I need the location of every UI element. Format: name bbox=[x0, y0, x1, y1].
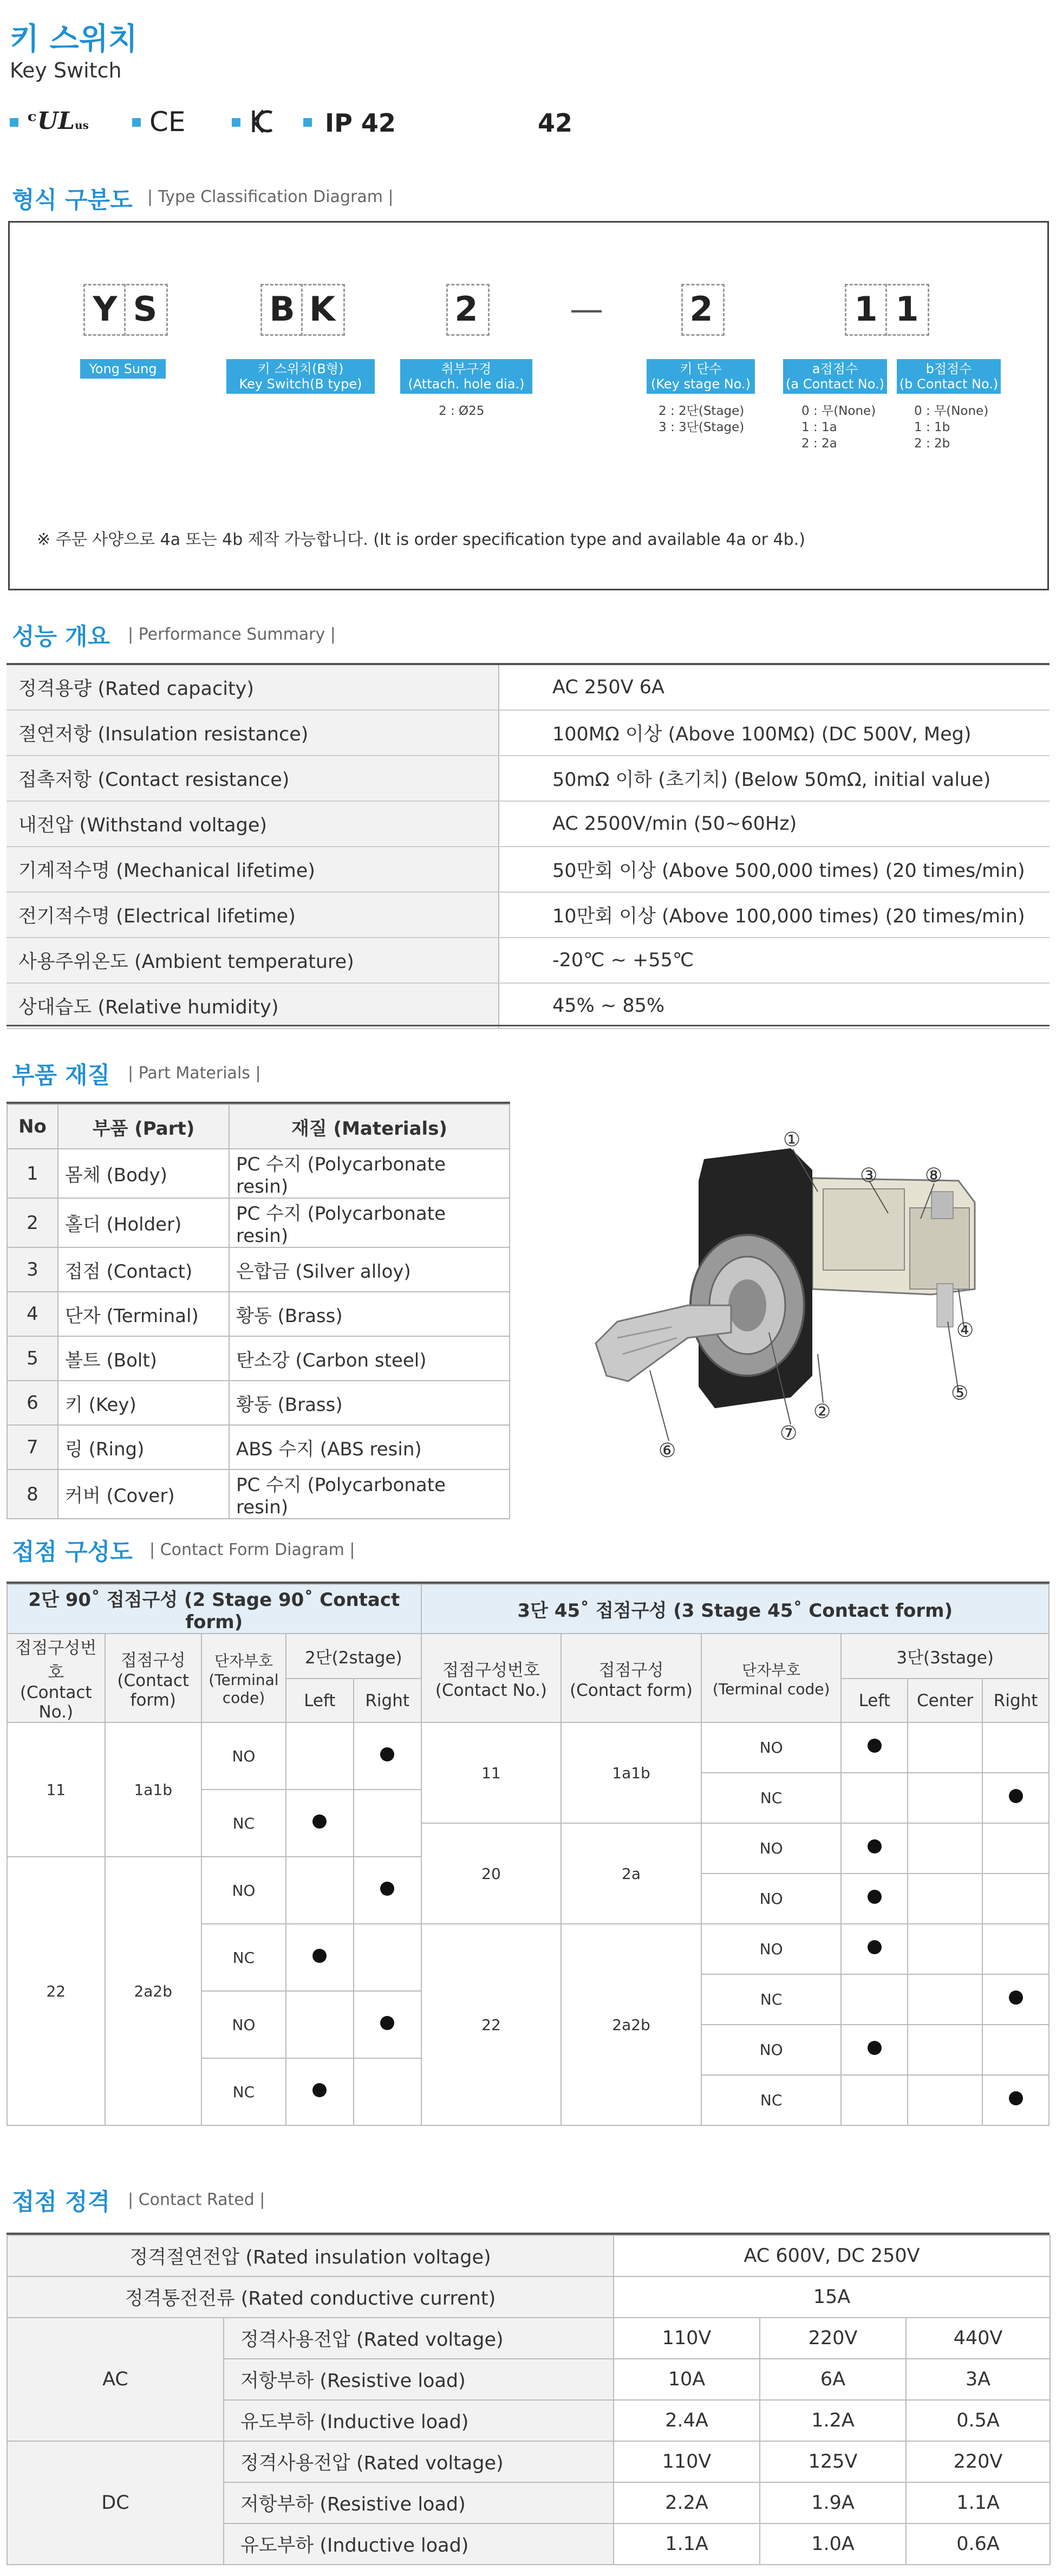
rated-value: 1.9A bbox=[760, 2482, 906, 2523]
callout-4: ④ bbox=[956, 1319, 974, 1342]
performance-subtitle: | Performance Summary | bbox=[128, 625, 336, 644]
callout-5: ⑤ bbox=[951, 1382, 969, 1404]
contact-form-value: 2a2b bbox=[105, 1857, 201, 2125]
rated-value: 6A bbox=[760, 2359, 906, 2400]
col-material: 재질 (Materials) bbox=[229, 1104, 510, 1149]
performance-row bbox=[6, 710, 1050, 756]
rated-row bbox=[7, 2318, 1050, 2359]
bullet-icon bbox=[303, 118, 312, 127]
material-row bbox=[7, 1149, 510, 1198]
contact-cell bbox=[908, 2075, 982, 2125]
col-left: Left bbox=[841, 1679, 908, 1722]
contact-cell bbox=[354, 2058, 421, 2125]
contact-dot-icon bbox=[1009, 2091, 1023, 2105]
callout-3: ③ bbox=[860, 1165, 878, 1187]
terminal-code: NO bbox=[701, 2025, 842, 2075]
type-class-subtitle: | Type Classification Diagram | bbox=[147, 187, 394, 206]
callout-2: ② bbox=[813, 1401, 831, 1423]
contact-dot-icon bbox=[1009, 1990, 1023, 2005]
material-value: PC 수지 (Polycarbonate resin) bbox=[229, 1469, 510, 1519]
rated-value: 2.2A bbox=[614, 2482, 760, 2523]
col-no: No bbox=[7, 1104, 58, 1149]
contact-cell bbox=[841, 1722, 908, 1773]
bullet-icon bbox=[132, 118, 141, 127]
label-yong-sung: Yong Sung bbox=[80, 359, 166, 379]
performance-key: 접촉저항 (Contact resistance) bbox=[6, 756, 499, 801]
rated-item: 정격사용전압 (Rated voltage) bbox=[224, 2318, 614, 2359]
material-part: 단자 (Terminal) bbox=[58, 1292, 229, 1336]
label-key-stage: 키 단수 (Key stage No.) bbox=[647, 359, 755, 394]
terminal-code: NO bbox=[701, 1874, 842, 1924]
conductive-current-label: 정격통전전류 (Rated conductive current) bbox=[7, 2276, 614, 2318]
performance-value: 10만회 이상 (Above 100,000 times) (20 times/min) bbox=[499, 892, 1050, 938]
material-value: PC 수지 (Polycarbonate resin) bbox=[229, 1149, 510, 1198]
rated-value: 1.1A bbox=[906, 2482, 1050, 2523]
performance-value: 100MΩ 이상 (Above 100MΩ) (DC 500V, Meg) bbox=[499, 710, 1050, 756]
rated-value: 0.6A bbox=[906, 2523, 1050, 2565]
label-b-contact: b접점수 (b Contact No.) bbox=[897, 359, 1001, 394]
rated-value: 2.4A bbox=[614, 2400, 760, 2441]
contact-cell bbox=[286, 1991, 354, 2058]
code-letter: 1 bbox=[895, 289, 919, 329]
contact-cell bbox=[286, 1924, 354, 1991]
contact-cell bbox=[982, 2075, 1049, 2125]
contact-cell bbox=[908, 2025, 982, 2075]
contact-rated-table bbox=[6, 2235, 1051, 2565]
performance-key: 정격용량 (Rated capacity) bbox=[6, 665, 499, 710]
material-part: 몸체 (Body) bbox=[58, 1149, 229, 1198]
code-letter: 2 bbox=[689, 289, 713, 329]
type-class-footnote: ※ 주문 사양으로 4a 또는 4b 제작 가능합니다. (It is order specification type and available 4a or 4b.) bbox=[37, 530, 805, 549]
contact-no: 11 bbox=[7, 1722, 105, 1857]
contact-form-subtitle: | Contact Form Diagram | bbox=[149, 1540, 355, 1559]
contact-dot-icon bbox=[868, 1940, 882, 1954]
page-subtitle: Key Switch bbox=[10, 58, 122, 82]
code-box bbox=[83, 284, 168, 336]
col-left: Left bbox=[286, 1679, 354, 1722]
contact-no: 20 bbox=[421, 1823, 562, 1924]
material-no: 2 bbox=[7, 1198, 58, 1247]
terminal-code: NO bbox=[701, 1924, 842, 1974]
material-no: 3 bbox=[7, 1247, 58, 1292]
rated-value: 0.5A bbox=[906, 2400, 1050, 2441]
callout-6: ⑥ bbox=[659, 1440, 676, 1462]
rated-row bbox=[7, 2441, 1050, 2482]
rated-value: 220V bbox=[760, 2318, 906, 2359]
material-part: 접점 (Contact) bbox=[58, 1247, 229, 1292]
performance-value: 50mΩ 이하 (초기치) (Below 50mΩ, initial value) bbox=[499, 756, 1050, 801]
material-no: 4 bbox=[7, 1292, 58, 1336]
material-part: 키 (Key) bbox=[58, 1381, 229, 1425]
material-part: 커버 (Cover) bbox=[58, 1469, 229, 1519]
conductive-current-value: 15A bbox=[614, 2276, 1050, 2318]
contact-cell bbox=[354, 1857, 421, 1924]
material-part: 볼트 (Bolt) bbox=[58, 1336, 229, 1381]
bullet-icon bbox=[10, 118, 18, 127]
bullet-icon bbox=[232, 118, 240, 127]
material-value: 탄소강 (Carbon steel) bbox=[229, 1336, 510, 1381]
contact-dot-icon bbox=[312, 2083, 327, 2097]
contact-cell bbox=[982, 1924, 1049, 1974]
col-contact-no: 접점구성번호 (Contact No.) bbox=[7, 1634, 105, 1722]
materials-subtitle: | Part Materials | bbox=[128, 1064, 261, 1083]
terminal-code: NO bbox=[201, 1991, 286, 2058]
contact-form-value: 1a1b bbox=[561, 1722, 701, 1823]
code-letter: B bbox=[269, 289, 295, 329]
contact-cell bbox=[908, 1823, 982, 1874]
performance-value: 50만회 이상 (Above 500,000 times) (20 times/min) bbox=[499, 847, 1050, 892]
rated-value: 110V bbox=[614, 2318, 760, 2359]
label-key-switch-type: 키 스위치(B형) Key Switch(B type) bbox=[226, 359, 375, 394]
material-value: 은합금 (Silver alloy) bbox=[229, 1247, 510, 1292]
ul-mark-icon: ᶜULus bbox=[27, 107, 89, 135]
performance-title: 성능 개요 bbox=[12, 623, 110, 650]
contact-cell bbox=[841, 1773, 908, 1823]
page-title: 키 스위치 bbox=[10, 22, 138, 57]
contact-cell bbox=[841, 1924, 908, 1974]
material-part: 링 (Ring) bbox=[58, 1425, 229, 1469]
rated-item: 유도부하 (Inductive load) bbox=[224, 2400, 614, 2441]
material-no: 8 bbox=[7, 1469, 58, 1519]
performance-value: 45% ~ 85% bbox=[499, 983, 1050, 1029]
code-box bbox=[845, 284, 929, 336]
contact-cell bbox=[908, 1874, 982, 1924]
material-no: 1 bbox=[7, 1149, 58, 1198]
code-box-divider bbox=[124, 284, 126, 336]
note-b-contact: 0 : 무(None) 1 : 1b 2 : 2b bbox=[914, 404, 989, 451]
terminal-code: NC bbox=[701, 1974, 842, 2025]
performance-value: AC 2500V/min (50~60Hz) bbox=[499, 801, 1050, 847]
material-row bbox=[7, 1381, 510, 1425]
performance-value: AC 250V 6A bbox=[499, 665, 1050, 710]
material-no: 5 bbox=[7, 1336, 58, 1381]
material-row bbox=[7, 1336, 510, 1381]
contact-cell bbox=[908, 1924, 982, 1974]
performance-row bbox=[6, 938, 1050, 983]
contact-form-unit-row bbox=[7, 1722, 1049, 1739]
terminal-code: NC bbox=[701, 2075, 842, 2125]
code-letter: S bbox=[133, 289, 158, 329]
code-box bbox=[446, 284, 490, 336]
rated-value: 1.2A bbox=[760, 2400, 906, 2441]
material-value: 황동 (Brass) bbox=[229, 1381, 510, 1425]
contact-dot-icon bbox=[1009, 1789, 1023, 1803]
contact-dot-icon bbox=[868, 1739, 882, 1753]
ce-mark-icon: CE bbox=[149, 106, 186, 138]
contact-cell bbox=[982, 1874, 1049, 1924]
rated-value: 10A bbox=[614, 2359, 760, 2400]
contact-dot-icon bbox=[868, 1839, 882, 1853]
terminal-code: NO bbox=[201, 1722, 286, 1790]
contact-cell bbox=[354, 1924, 421, 1991]
col-part: 부품 (Part) bbox=[58, 1104, 229, 1149]
material-value: PC 수지 (Polycarbonate resin) bbox=[229, 1198, 510, 1247]
performance-row bbox=[6, 756, 1050, 801]
performance-key: 사용주위온도 (Ambient temperature) bbox=[6, 938, 499, 983]
contact-cell bbox=[841, 1823, 908, 1874]
rated-item: 저항부하 (Resistive load) bbox=[224, 2359, 614, 2400]
rated-item: 저항부하 (Resistive load) bbox=[224, 2482, 614, 2523]
contact-dot-icon bbox=[380, 2016, 394, 2030]
type-class-box bbox=[8, 221, 1049, 590]
contact-cell bbox=[286, 1790, 354, 1857]
performance-key: 전기적수명 (Electrical lifetime) bbox=[6, 892, 499, 938]
performance-key: 상대습도 (Relative humidity) bbox=[6, 983, 499, 1029]
callout-7: ⑦ bbox=[780, 1422, 798, 1445]
contact-cell bbox=[841, 2025, 908, 2075]
ip-rating-label: IP 42 bbox=[325, 108, 396, 138]
terminal-code: NC bbox=[201, 1924, 286, 1991]
col-terminal-code: 단자부호 (Terminal code) bbox=[201, 1634, 286, 1722]
contact-dot-icon bbox=[380, 1747, 394, 1761]
col-terminal-code: 단자부호 (Terminal code) bbox=[701, 1634, 842, 1722]
kc-mark-icon bbox=[250, 108, 274, 134]
material-value: 황동 (Brass) bbox=[229, 1292, 510, 1336]
code-box-divider bbox=[301, 284, 303, 336]
material-row bbox=[7, 1292, 510, 1336]
col-contact-form: 접점구성 (Contact form) bbox=[105, 1634, 201, 1722]
dc-label: DC bbox=[7, 2441, 224, 2565]
contact-cell bbox=[982, 1974, 1049, 2025]
contact-no: 22 bbox=[7, 1857, 105, 2125]
key-switch-product-image bbox=[585, 1127, 1018, 1473]
code-box bbox=[260, 284, 345, 336]
note-hole-dia: 2 : Ø25 bbox=[439, 404, 485, 418]
terminal-code: NO bbox=[701, 1722, 842, 1773]
ac-label: AC bbox=[7, 2318, 224, 2441]
col-contact-form: 접점구성 (Contact form) bbox=[561, 1634, 701, 1722]
contact-cell bbox=[982, 2025, 1049, 2075]
rated-value: 3A bbox=[906, 2359, 1050, 2400]
contact-cell bbox=[908, 1722, 982, 1773]
col-right: Right bbox=[982, 1679, 1049, 1722]
rated-value: 1.0A bbox=[760, 2523, 906, 2565]
terminal-code: NO bbox=[201, 1857, 286, 1924]
contact-cell bbox=[841, 2075, 908, 2125]
performance-table bbox=[6, 665, 1050, 1029]
contact-rated-subtitle: | Contact Rated | bbox=[128, 2190, 265, 2209]
contact-no: 22 bbox=[421, 1924, 562, 2125]
contact-dot-icon bbox=[312, 1949, 327, 1963]
stage3-header: 3단 45˚ 접점구성 (3 Stage 45˚ Contact form) bbox=[421, 1584, 1049, 1634]
contact-cell bbox=[354, 1991, 421, 2058]
contact-form-title: 접점 구성도 bbox=[12, 1539, 133, 1566]
material-row bbox=[7, 1469, 510, 1519]
contact-form-value: 1a1b bbox=[105, 1722, 201, 1857]
rated-value: 1.1A bbox=[614, 2523, 760, 2565]
performance-row bbox=[6, 801, 1050, 847]
contact-rated-title: 접점 정격 bbox=[12, 2189, 110, 2216]
contact-dot-icon bbox=[312, 1814, 327, 1829]
contact-no: 11 bbox=[421, 1722, 562, 1823]
materials-table bbox=[6, 1104, 510, 1519]
contact-cell bbox=[982, 1823, 1049, 1874]
code-box bbox=[681, 284, 725, 336]
material-row bbox=[7, 1247, 510, 1292]
contact-dot-icon bbox=[868, 1890, 882, 1904]
material-no: 7 bbox=[7, 1425, 58, 1469]
terminal-code: NC bbox=[201, 2058, 286, 2125]
col-right: Right bbox=[354, 1679, 421, 1722]
contact-form-value: 2a2b bbox=[561, 1924, 701, 2125]
material-row bbox=[7, 1425, 510, 1469]
contact-cell bbox=[982, 1773, 1049, 1823]
contact-cell bbox=[908, 1773, 982, 1823]
contact-form-value: 2a bbox=[561, 1823, 701, 1924]
col-contact-no: 접점구성번호 (Contact No.) bbox=[421, 1634, 562, 1722]
performance-row bbox=[6, 892, 1050, 938]
code-letter: Y bbox=[93, 289, 118, 329]
code-letter: 2 bbox=[454, 289, 478, 329]
terminal-code: NO bbox=[701, 1823, 842, 1874]
cert-row bbox=[10, 106, 605, 139]
col-3stage: 3단(3stage) bbox=[841, 1634, 1049, 1679]
divider bbox=[6, 1025, 1050, 1026]
contact-dot-icon bbox=[868, 2041, 882, 2055]
material-row bbox=[7, 1198, 510, 1247]
callout-8: ⑧ bbox=[925, 1165, 943, 1187]
contact-form-head bbox=[7, 1634, 1049, 1679]
code-box-divider bbox=[885, 284, 887, 336]
rated-item: 유도부하 (Inductive load) bbox=[224, 2523, 614, 2565]
performance-key: 내전압 (Withstand voltage) bbox=[6, 801, 499, 847]
col-2stage: 2단(2stage) bbox=[286, 1634, 421, 1679]
contact-cell bbox=[982, 1722, 1049, 1773]
rated-item: 정격사용전압 (Rated voltage) bbox=[224, 2441, 614, 2482]
contact-form-table bbox=[6, 1584, 1050, 2126]
rated-value: 220V bbox=[906, 2441, 1050, 2482]
performance-row bbox=[6, 847, 1050, 892]
rated-value: 110V bbox=[614, 2441, 760, 2482]
contact-cell bbox=[841, 1974, 908, 2025]
contact-cell bbox=[908, 1974, 982, 2025]
note-a-contact: 0 : 무(None) 1 : 1a 2 : 2a bbox=[801, 404, 876, 451]
ip-rating-value: 42 bbox=[538, 108, 573, 138]
rated-value: 440V bbox=[906, 2318, 1050, 2359]
material-part: 홀더 (Holder) bbox=[58, 1198, 229, 1247]
rated-value: 125V bbox=[760, 2441, 906, 2482]
contact-cell bbox=[286, 1857, 354, 1924]
code-letter: 1 bbox=[854, 289, 878, 329]
contact-cell bbox=[354, 1722, 421, 1790]
stage2-header: 2단 90˚ 접점구성 (2 Stage 90˚ Contact form) bbox=[7, 1584, 421, 1634]
type-class-title: 형식 구분도 bbox=[12, 187, 133, 214]
contact-cell bbox=[841, 1874, 908, 1924]
contact-dot-icon bbox=[380, 1882, 394, 1896]
insulation-voltage-value: AC 600V, DC 250V bbox=[614, 2235, 1050, 2276]
terminal-code: NC bbox=[701, 1773, 842, 1823]
contact-cell bbox=[286, 2058, 354, 2125]
label-hole-dia: 취부구경 (Attach. hole dia.) bbox=[400, 359, 532, 394]
performance-row bbox=[6, 665, 1050, 710]
insulation-voltage-label: 정격절연전압 (Rated insulation voltage) bbox=[7, 2235, 614, 2276]
performance-value: -20℃ ~ +55℃ bbox=[499, 938, 1050, 983]
performance-key: 기계적수명 (Mechanical lifetime) bbox=[6, 847, 499, 892]
terminal-code: NC bbox=[201, 1790, 286, 1857]
col-center: Center bbox=[908, 1679, 982, 1722]
callout-1: ① bbox=[783, 1129, 801, 1151]
separator-dash: — bbox=[570, 289, 603, 329]
contact-cell bbox=[354, 1790, 421, 1857]
materials-title: 부품 재질 bbox=[12, 1062, 110, 1089]
label-a-contact: a접점수 (a Contact No.) bbox=[783, 359, 887, 394]
code-letter: K bbox=[309, 289, 336, 329]
contact-cell bbox=[286, 1722, 354, 1790]
note-key-stage: 2 : 2단(Stage) 3 : 3단(Stage) bbox=[659, 404, 745, 434]
material-value: ABS 수지 (ABS resin) bbox=[229, 1425, 510, 1469]
material-no: 6 bbox=[7, 1381, 58, 1425]
performance-row bbox=[6, 983, 1050, 1029]
performance-key: 절연저항 (Insulation resistance) bbox=[6, 710, 499, 756]
